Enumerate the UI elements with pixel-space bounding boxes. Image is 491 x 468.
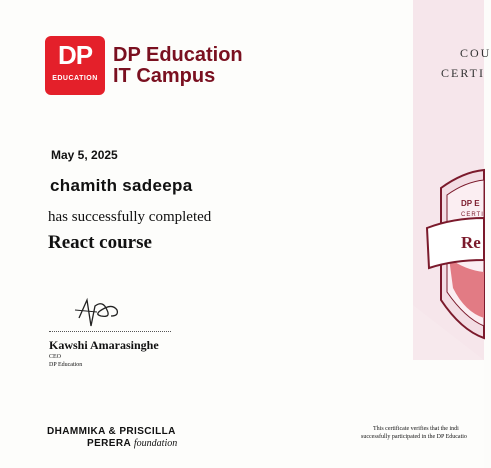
badge-banner-text: Re xyxy=(461,233,481,252)
logo-subtext: EDUCATION xyxy=(52,75,98,82)
brand-campus: IT Campus xyxy=(113,65,216,87)
badge-sub-text: CERTI xyxy=(461,212,484,218)
signature-stroke xyxy=(79,300,117,326)
signatory-org: DP Education xyxy=(49,362,83,368)
ribbon-heading-line1: COU xyxy=(460,46,491,60)
completion-statement: has successfully completed xyxy=(48,209,212,225)
signature-line xyxy=(49,331,171,332)
dp-logo xyxy=(45,36,105,95)
signature-graphic xyxy=(73,296,119,330)
sponsor-line1: DHAMMIKA & PRISCILLA xyxy=(47,426,176,437)
badge-top-text: DP E xyxy=(461,199,480,208)
signatory-role: CEO xyxy=(49,354,61,360)
sponsor-line2 xyxy=(87,438,177,449)
ribbon-heading-line2: CERTI xyxy=(441,66,485,80)
issue-date: May 5, 2025 xyxy=(51,148,118,162)
sponsor-foundation: foundation xyxy=(133,438,178,449)
signatory-name: Kawshi Amarasinghe xyxy=(49,338,159,352)
logo-mark: DP xyxy=(57,40,93,70)
verification-text-line1: This certificate verifies that the indi xyxy=(373,426,459,432)
verification-text-line2: successfully participated in the DP Educatio xyxy=(361,434,467,440)
recipient-name: chamith sadeepa xyxy=(50,176,193,195)
sponsor-surname: PERERA xyxy=(87,438,131,449)
course-title: React course xyxy=(48,232,152,253)
brand-name: DP Education xyxy=(113,44,243,66)
